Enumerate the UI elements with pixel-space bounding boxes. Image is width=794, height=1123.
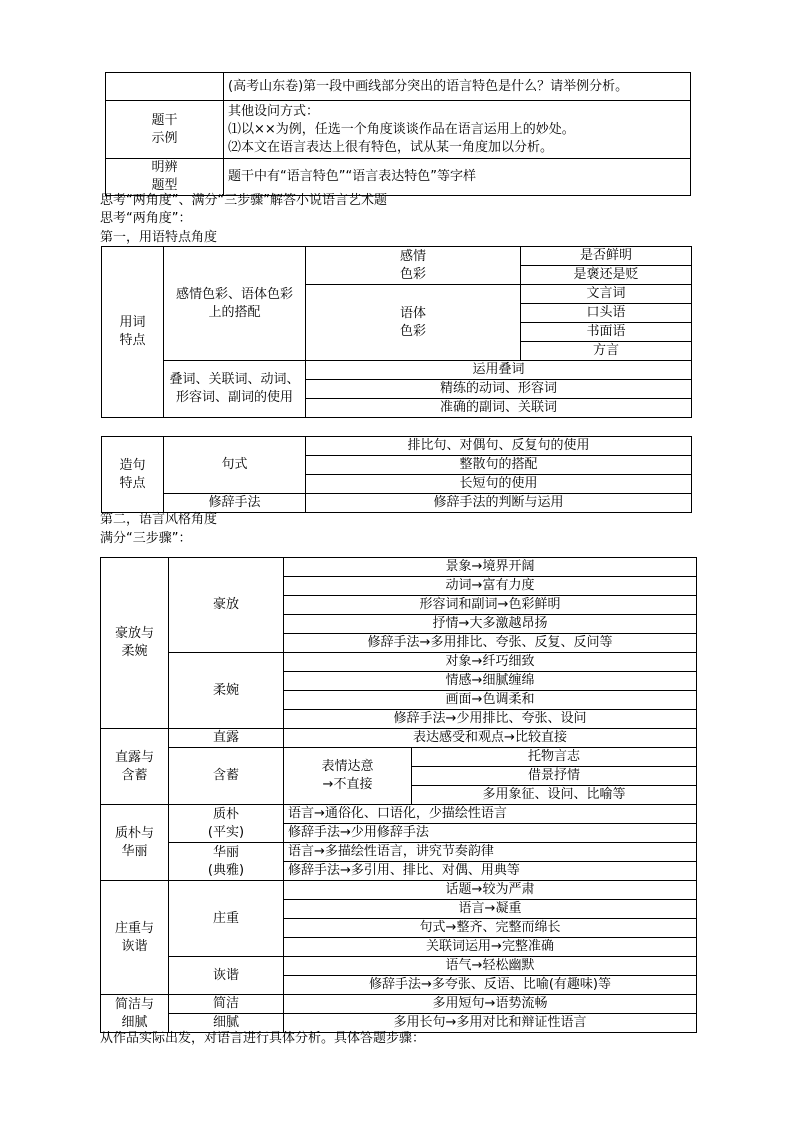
sentence-features-label: 造句 特点 bbox=[102, 437, 164, 513]
style-group-concise-detailed: 简洁与 细腻 bbox=[101, 995, 169, 1033]
style-solemn-item: 句式→整齐、完整而绵长 bbox=[284, 919, 697, 938]
emotion-color-item: 是否鲜明 bbox=[521, 247, 692, 266]
style-bold-item: 修辞手法→多用排比、夸张、反复、反问等 bbox=[284, 634, 697, 653]
style-color-label: 语体 色彩 bbox=[306, 285, 521, 361]
style-bold-item: 抒情→大多激越昂扬 bbox=[284, 615, 697, 634]
table1-example-label: 题干 示例 bbox=[106, 101, 224, 159]
style-group-plain-ornate: 质朴与 华丽 bbox=[101, 805, 169, 881]
style-concise-label: 简洁 bbox=[169, 995, 284, 1014]
style-solemn-label: 庄重 bbox=[169, 881, 284, 957]
style-gentle-item: 对象→纤巧细致 bbox=[284, 653, 697, 672]
style-solemn-item: 话题→较为严肃 bbox=[284, 881, 697, 900]
style-implicit-item: 托物言志 bbox=[412, 748, 697, 767]
style-solemn-item: 语言→凝重 bbox=[284, 900, 697, 919]
style-group-bold-gentle: 豪放与 柔婉 bbox=[101, 558, 169, 729]
style-gentle-label: 柔婉 bbox=[169, 653, 284, 729]
sentence-pattern-item: 排比句、对偶句、反复句的使用 bbox=[306, 437, 692, 456]
word-usage-item: 精练的动词、形容词 bbox=[306, 380, 692, 399]
paragraph-steps: 从作品实际出发，对语言进行具体分析。具体答题步骤： bbox=[100, 1031, 426, 1046]
language-style-table bbox=[100, 557, 697, 1033]
color-matching-label: 感情色彩、语体色彩 上的搭配 bbox=[164, 247, 306, 361]
style-color-item: 口头语 bbox=[521, 304, 692, 323]
question-example-table bbox=[105, 72, 691, 196]
style-ornate-item: 语言→多描绘性语言，讲究节奏韵律 bbox=[284, 843, 697, 862]
paragraph-heading: 思考“两角度”、满分“三步骤”解答小说语言艺术题 bbox=[100, 193, 387, 208]
style-detailed-item: 多用长句→多用对比和辩证性语言 bbox=[284, 1014, 697, 1033]
emotion-color-label: 感情 色彩 bbox=[306, 247, 521, 285]
style-direct-item: 表达感受和观点→比较直接 bbox=[284, 729, 697, 748]
style-gentle-item: 修辞手法→少用排比、夸张、设问 bbox=[284, 710, 697, 729]
rhetoric-item: 修辞手法的判断与运用 bbox=[306, 494, 692, 513]
word-usage-item: 准确的副词、关联词 bbox=[306, 399, 692, 418]
style-color-item: 书面语 bbox=[521, 323, 692, 342]
style-bold-label: 豪放 bbox=[169, 558, 284, 653]
style-color-item: 文言词 bbox=[521, 285, 692, 304]
paragraph-first-angle: 第一，用语特点角度 bbox=[100, 230, 218, 245]
paragraph-second-angle: 第二，语言风格角度 bbox=[100, 512, 218, 527]
style-direct-label: 直露 bbox=[169, 729, 284, 748]
table1-identify-label: 明辨 题型 bbox=[106, 159, 224, 196]
style-humor-label: 诙谐 bbox=[169, 957, 284, 995]
sentence-pattern-item: 整散句的搭配 bbox=[306, 456, 692, 475]
style-bold-item: 形容词和副词→色彩鲜明 bbox=[284, 596, 697, 615]
paragraph-two-angles: 思考“两角度”： bbox=[100, 211, 192, 226]
sentence-pattern-label: 句式 bbox=[164, 437, 306, 494]
style-concise-item: 多用短句→语势流畅 bbox=[284, 995, 697, 1014]
word-usage-item: 运用叠词 bbox=[306, 361, 692, 380]
table1-identify-content: 题干中有“语言特色”“语言表达特色”等字样 bbox=[224, 159, 691, 196]
sentence-pattern-item: 长短句的使用 bbox=[306, 475, 692, 494]
emotion-color-item: 是褒还是贬 bbox=[521, 266, 692, 285]
paragraph-three-steps: 满分“三步骤”： bbox=[100, 531, 192, 546]
style-group-direct-implicit: 直露与 含蓄 bbox=[101, 729, 169, 805]
style-implicit-item: 借景抒情 bbox=[412, 767, 697, 786]
style-ornate-item: 修辞手法→多引用、排比、对偶、用典等 bbox=[284, 862, 697, 881]
style-humor-item: 语气→轻松幽默 bbox=[284, 957, 697, 976]
sentence-features-table bbox=[101, 436, 692, 513]
word-features-label: 用词 特点 bbox=[102, 247, 164, 418]
style-gentle-item: 情感→细腻缠绵 bbox=[284, 672, 697, 691]
style-plain-item: 修辞手法→少用修辞手法 bbox=[284, 824, 697, 843]
style-solemn-item: 关联词运用→完整准确 bbox=[284, 938, 697, 957]
style-ornate-label: 华丽 (典雅) bbox=[169, 843, 284, 881]
style-color-item: 方言 bbox=[521, 342, 692, 361]
word-features-table bbox=[101, 246, 692, 418]
style-group-solemn-humor: 庄重与 诙谐 bbox=[101, 881, 169, 995]
word-usage-label: 叠词、关联词、动词、 形容词、副词的使用 bbox=[164, 361, 306, 418]
style-implicit-middle: 表情达意 →不直接 bbox=[284, 748, 412, 805]
style-implicit-label: 含蓄 bbox=[169, 748, 284, 805]
table1-empty-cell bbox=[106, 73, 224, 101]
table1-example-content: 其他设问方式： ⑴以××为例，任选一个角度谈谈作品在语言运用上的妙处。 ⑵本文在语言表达上很有特色，试从某一角度加以分析。 bbox=[224, 101, 691, 159]
style-plain-item: 语言→通俗化、口语化，少描绘性语言 bbox=[284, 805, 697, 824]
style-gentle-item: 画面→色调柔和 bbox=[284, 691, 697, 710]
table1-question-cell: (高考山东卷)第一段中画线部分突出的语言特色是什么？请举例分析。 bbox=[224, 73, 691, 101]
style-bold-item: 景象→境界开阔 bbox=[284, 558, 697, 577]
style-implicit-item: 多用象征、设问、比喻等 bbox=[412, 786, 697, 805]
style-humor-item: 修辞手法→多夸张、反语、比喻(有趣味)等 bbox=[284, 976, 697, 995]
rhetoric-label: 修辞手法 bbox=[164, 494, 306, 513]
style-detailed-label: 细腻 bbox=[169, 1014, 284, 1033]
style-bold-item: 动词→富有力度 bbox=[284, 577, 697, 596]
style-plain-label: 质朴 (平实) bbox=[169, 805, 284, 843]
